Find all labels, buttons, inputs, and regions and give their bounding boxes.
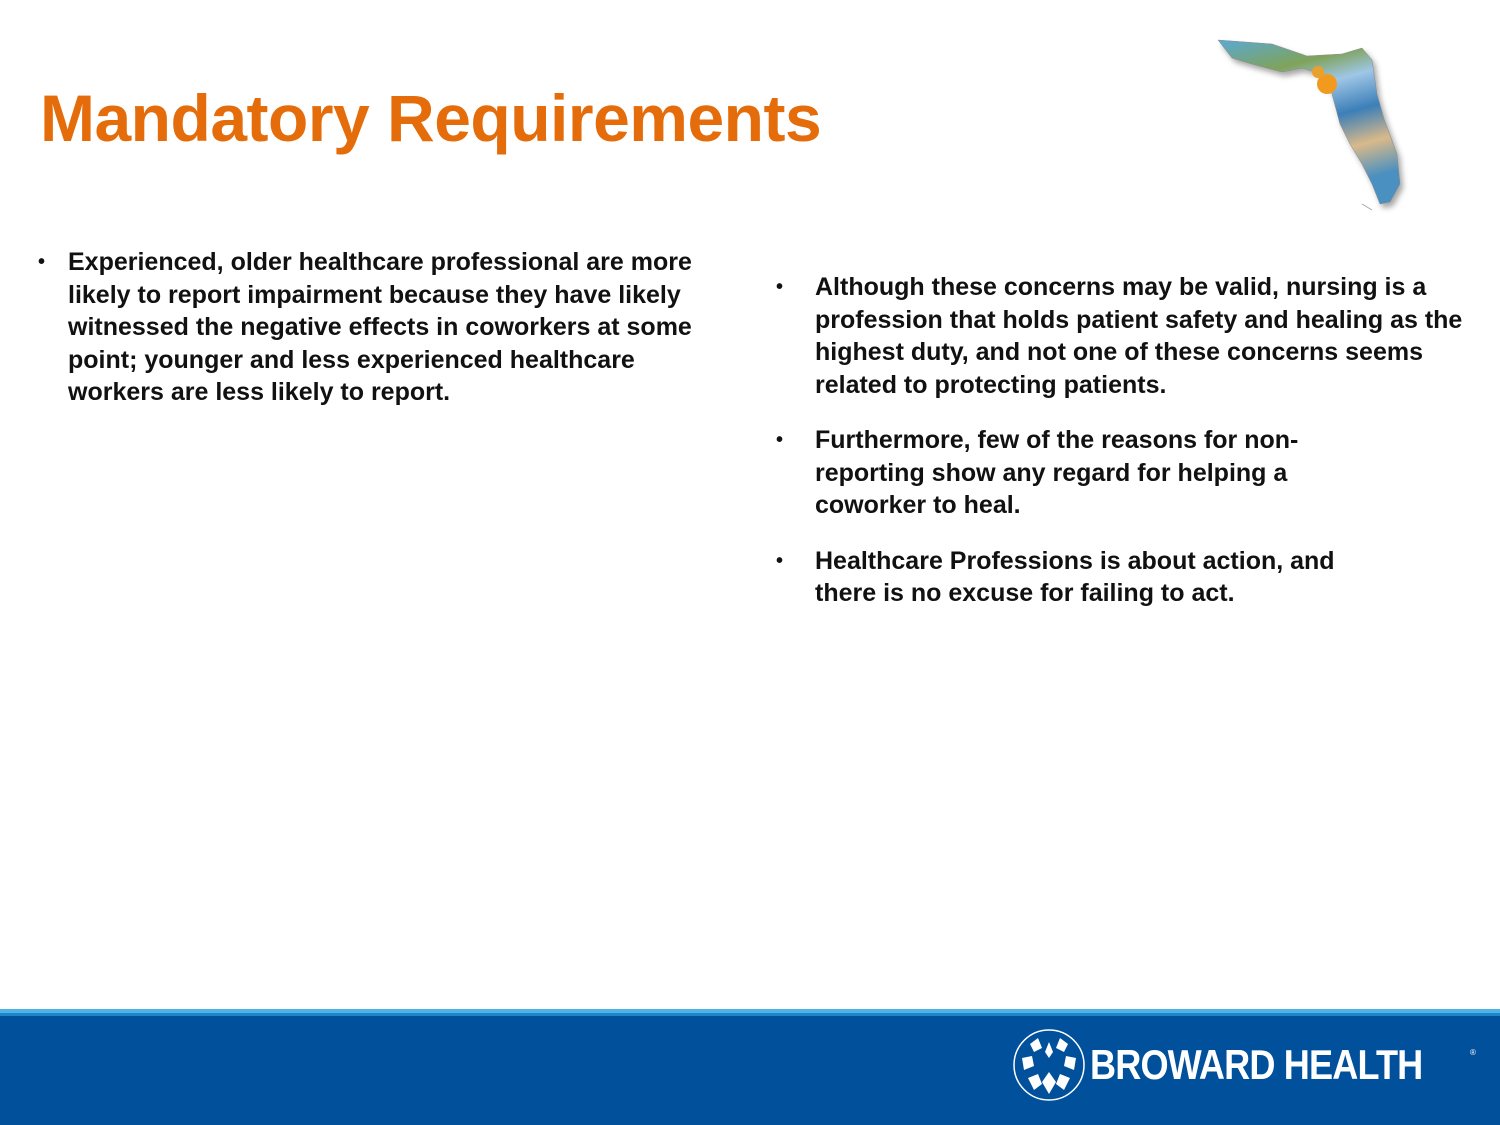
bullet-glyph: • [38,251,46,273]
bullet-text: Although these concerns may be valid, nursing is a profession that holds patient safety and healing as the highest duty, and not one of these concerns seems related to protecting patients. [815,273,1463,399]
bullet-text: Furthermore, few of the reasons for non-reporting show any regard for helping a coworker to heal. [815,426,1299,519]
right-bullet-list [776,271,1466,633]
footer-accent-stripe-dark [0,1013,1500,1016]
bullet-item [776,271,1466,401]
broward-health-logo [1012,1026,1477,1104]
logo-trademark: ® [1470,1048,1476,1057]
bullet-text: Healthcare Professions is about action, and there is no excuse for failing to act. [815,546,1335,607]
left-bullet-list [38,246,718,432]
bullet-glyph: • [776,429,784,451]
bullet-glyph: • [776,549,784,572]
bullet-item [776,424,1466,522]
florida-map-collage-icon [1212,34,1412,214]
bullet-item [776,545,1466,610]
slide-title: Mandatory Requirements [40,81,822,155]
star-emblem-icon [1012,1028,1086,1102]
bullet-text: Experienced, older healthcare professional are more likely to report impairment because they have likely witnessed the negative effects in coworkers at some point; younger and less experienced healthcare workers are less likely to report. [68,248,692,406]
logo-text: BROWARD HEALTH [1090,1041,1423,1088]
bullet-glyph: • [776,276,784,298]
bullet-item [38,246,718,409]
